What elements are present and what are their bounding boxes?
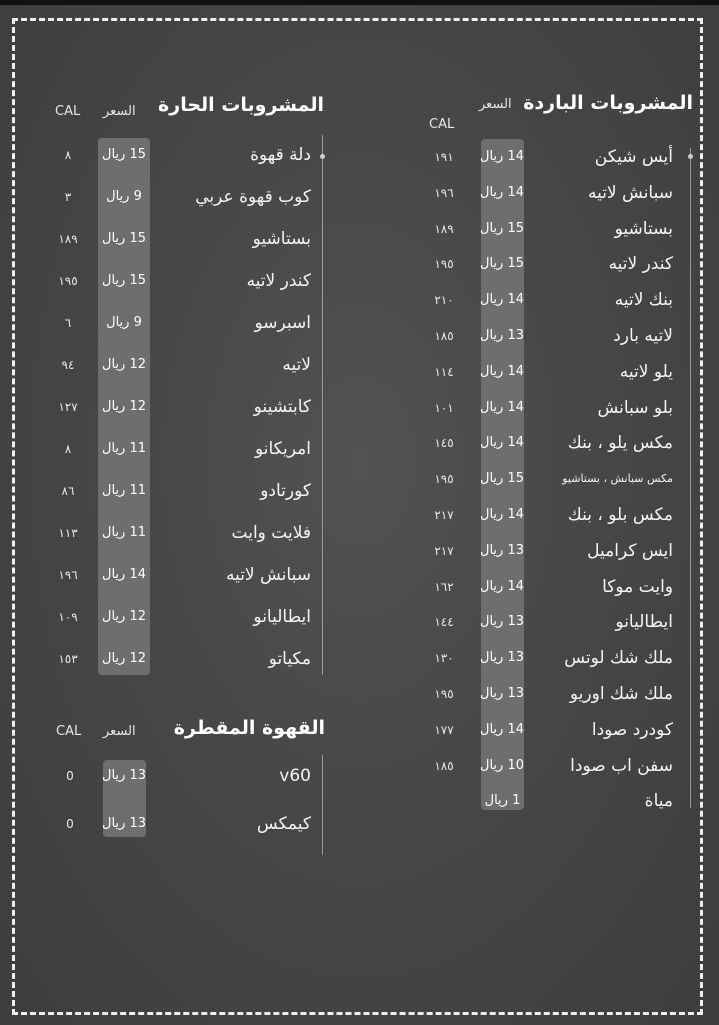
item-price: 15 ريال	[480, 471, 524, 487]
item-price: 1 ريال	[484, 793, 521, 809]
item-calories: ١٩٦	[58, 568, 78, 582]
item-name: يلو لاتيه	[619, 361, 673, 382]
item-calories: ١٨٥	[434, 758, 454, 773]
item-name: مكس يلو ، بنك	[567, 433, 673, 454]
item-calories: ١٠٩	[58, 610, 78, 624]
item-price: 15 ريال	[102, 147, 146, 162]
hot-menu-item	[0, 560, 719, 590]
item-price: 12 ريال	[102, 357, 146, 372]
hot-menu-item	[0, 602, 719, 632]
cold-cal-label: CAL	[429, 117, 455, 132]
item-name: وايت موكا	[602, 576, 673, 597]
item-name: سبانش لاتيه	[587, 182, 673, 203]
hot-menu-item	[0, 350, 719, 380]
item-calories: 0	[66, 769, 74, 783]
item-price: 14 ريال	[480, 435, 524, 451]
cold-drinks-title: المشروبات الباردة	[523, 92, 693, 114]
cold-menu-item	[0, 679, 719, 709]
item-name: v60	[279, 766, 311, 786]
item-price: 14 ريال	[102, 567, 146, 582]
drip-menu-item	[0, 809, 719, 839]
drip-menu-item	[0, 761, 719, 791]
item-price: 13 ريال	[480, 686, 524, 701]
item-calories: ١٠١	[434, 400, 454, 415]
item-name: اسبرسو	[254, 313, 311, 333]
item-price: 14 ريال	[480, 184, 524, 200]
item-name: بستاشيو	[614, 218, 673, 239]
item-price: 14 ريال	[480, 721, 524, 737]
item-calories: ٨	[64, 442, 72, 456]
item-calories: ١٦٢	[434, 579, 454, 594]
item-price: 9 ريال	[106, 189, 142, 204]
item-calories: ٢١٠	[434, 293, 454, 308]
item-name: ايس كراميل	[587, 540, 673, 561]
item-name: كوب قهوة عربي	[195, 187, 311, 207]
item-price: 13 ريال	[102, 768, 146, 783]
item-price: 13 ريال	[102, 816, 146, 831]
hot-menu-item	[0, 140, 719, 170]
item-name: كندر لاتيه	[608, 254, 673, 275]
drip-cal-label: CAL	[56, 724, 82, 739]
item-calories: ١٨٩	[434, 221, 454, 236]
item-name: فلايت وايت	[231, 523, 311, 543]
hot-menu-item	[0, 224, 719, 254]
item-price: 13 ريال	[480, 650, 524, 666]
item-name: بستاشيو	[252, 229, 311, 249]
item-name: مكياتو	[268, 649, 311, 669]
item-calories: ١٨٥	[434, 329, 454, 343]
item-calories: ١١٣	[58, 526, 78, 540]
item-calories: ١٩٥	[434, 687, 454, 701]
item-name: ملك شك لوتس	[564, 648, 673, 669]
item-price: 14 ريال	[480, 507, 524, 522]
item-price: 14 ريال	[480, 578, 524, 594]
item-calories: ١٩١	[434, 150, 454, 164]
item-calories: ٢١٧	[434, 508, 454, 522]
item-name: كابتشينو	[253, 397, 311, 417]
item-name: سبانش لاتيه	[225, 565, 311, 585]
item-price: 13 ريال	[480, 542, 524, 558]
top-bar	[0, 0, 719, 5]
item-name: ملك شك اوريو	[569, 684, 673, 704]
hot-menu-item	[0, 392, 719, 422]
item-price: 12 ريال	[102, 651, 146, 666]
item-calories: ١٩٥	[434, 472, 454, 487]
hot-menu-item	[0, 266, 719, 296]
item-name: دلة قهوة	[250, 145, 311, 165]
item-price: 10 ريال	[480, 757, 524, 773]
hot-menu-item	[0, 182, 719, 212]
item-calories: ٢١٧	[434, 543, 454, 558]
hot-menu-item	[0, 518, 719, 548]
item-price: 15 ريال	[102, 231, 146, 246]
item-name: مكس سبانش ، بستاشيو	[562, 472, 673, 486]
item-price: 15 ريال	[480, 256, 524, 272]
item-price: 11 ريال	[102, 441, 146, 456]
hot-menu-item	[0, 476, 719, 506]
item-name: كندر لاتيه	[246, 271, 311, 291]
item-calories: ١١٤	[434, 364, 454, 379]
item-price: 12 ريال	[102, 609, 146, 624]
drip-coffee-title: القهوة المقطرة	[173, 717, 325, 739]
item-name: أيس شيكن	[594, 147, 673, 167]
item-name: لاتيه	[282, 355, 311, 375]
item-name: كورتادو	[260, 481, 311, 501]
item-calories: ٦	[64, 316, 72, 330]
item-calories: ١٨٩	[58, 232, 78, 246]
hot-menu-item	[0, 644, 719, 674]
hot-price-label: السعر	[103, 104, 136, 119]
item-price: 14 ريال	[480, 363, 524, 379]
item-name: كيمكس	[256, 814, 311, 834]
item-name: كودرد صودا	[591, 719, 673, 740]
hot-drinks-title: المشروبات الحارة	[158, 94, 324, 116]
item-calories: ٣	[64, 190, 72, 204]
item-name: سفن اب صودا	[570, 755, 673, 776]
item-name: ايطاليانو	[615, 612, 673, 633]
item-calories: ١٢٧	[58, 400, 78, 414]
item-calories: ١٣٠	[434, 651, 454, 666]
hot-menu-item	[0, 434, 719, 464]
item-calories: ٨٦	[61, 484, 75, 498]
item-name: امريكانو	[254, 439, 311, 459]
item-name: مكس بلو ، بنك	[567, 505, 673, 525]
item-calories: ١٩٥	[434, 257, 454, 272]
item-name: بلو سبانش	[597, 397, 673, 418]
item-price: 11 ريال	[102, 483, 146, 498]
item-name: مياة	[644, 791, 673, 812]
item-price: 11 ريال	[102, 525, 146, 540]
drip-price-label: السعر	[103, 724, 136, 739]
item-calories: ١٩٥	[58, 274, 78, 288]
item-price: 12 ريال	[102, 399, 146, 414]
item-calories: ١٤٤	[434, 615, 454, 630]
hot-menu-item	[0, 308, 719, 338]
hot-cal-label: CAL	[55, 104, 81, 119]
item-price: 9 ريال	[106, 315, 142, 330]
item-name: بنك لاتيه	[614, 290, 673, 311]
item-calories: ٩٤	[61, 358, 75, 372]
item-price: 13 ريال	[480, 614, 524, 630]
item-calories: ٨	[64, 148, 72, 162]
item-calories: ١٥٣	[58, 652, 78, 666]
item-calories: 0	[66, 817, 74, 831]
item-price: 15 ريال	[480, 220, 524, 236]
item-price: 14 ريال	[480, 292, 524, 308]
item-price: 14 ريال	[480, 149, 524, 164]
item-price: 15 ريال	[102, 273, 146, 288]
item-calories: ١٤٥	[434, 436, 454, 451]
item-calories: ١٩٦	[434, 185, 454, 200]
item-price: 13 ريال	[480, 328, 524, 343]
item-calories: ١٧٧	[434, 722, 454, 737]
item-name: ايطاليانو	[253, 607, 311, 627]
item-price: 14 ريال	[480, 399, 524, 415]
cold-price-label: السعر	[479, 97, 512, 112]
item-name: لاتيه بارد	[613, 326, 673, 346]
